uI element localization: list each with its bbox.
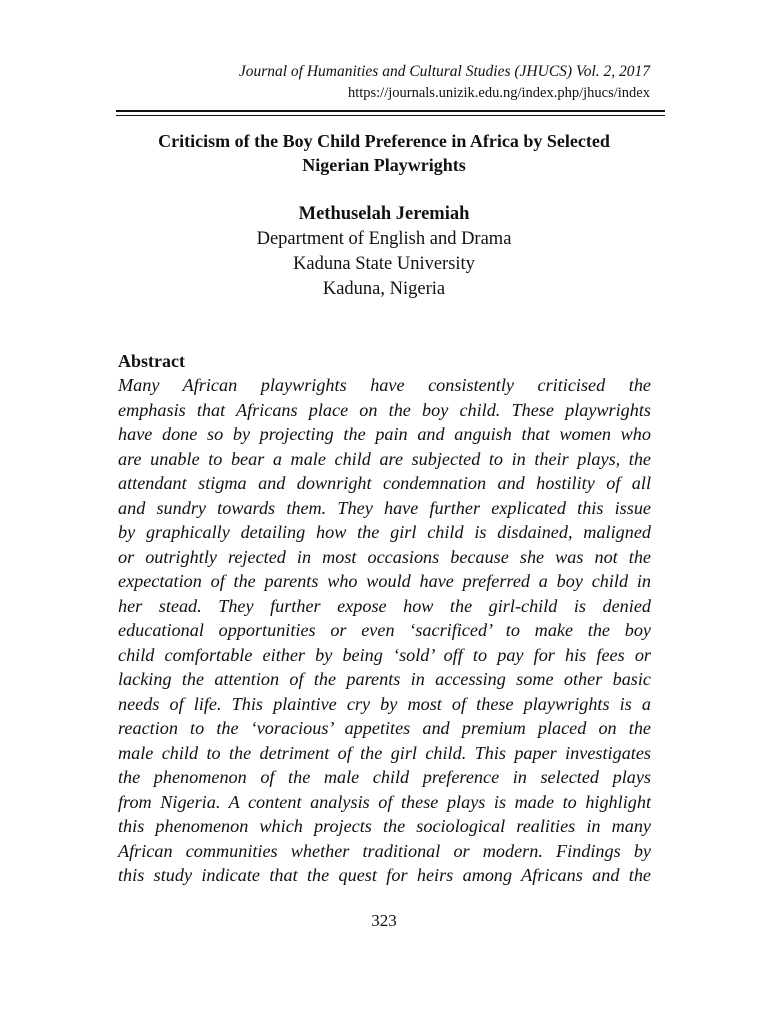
author-block — [116, 202, 652, 302]
page-number: 323 — [371, 911, 397, 930]
abstract-line: by graphically detailing how the girl child is disdained, maligned — [118, 522, 651, 542]
header-rule-thick — [116, 110, 665, 112]
abstract-line: or outrightly rejected in most occasions because she was not the — [118, 546, 651, 567]
abstract-line: expectation of the parents who would have preferred a boy child in — [118, 571, 651, 591]
abstract-line: Many African playwrights have consistently criticised the — [118, 375, 651, 395]
author-name: Methuselah Jeremiah — [298, 204, 470, 224]
abstract-line: emphasis that Africans place on the boy child. These playwrights — [118, 399, 651, 420]
abstract-line: educational opportunities or even ‘sacrificed’ to make the boy — [118, 620, 651, 640]
abstract-line: attendant stigma and downright condemnation and hostility of all — [118, 473, 651, 493]
author-location: Kaduna, Nigeria — [322, 279, 446, 299]
abstract-body — [118, 373, 651, 888]
abstract-line: male child to the detriment of the girl child. This paper investigates — [118, 742, 651, 763]
abstract-line: this phenomenon which projects the sociological realities in many — [118, 816, 651, 836]
abstract-line: and sundry towards them. They have further explicated this issue — [118, 497, 651, 518]
abstract-line: child comfortable either by being ‘sold’ off to pay for his fees or — [118, 644, 651, 665]
abstract-line: have done so by projecting the pain and anguish that women who — [118, 424, 651, 444]
journal-citation: Journal of Humanities and Cultural Studies (JHUCS) Vol. 2, 2017 — [238, 63, 650, 80]
abstract-line: this study indicate that the quest for heirs among Africans and the — [118, 865, 651, 885]
abstract-line: African communities whether traditional or modern. Findings by — [118, 840, 651, 861]
journal-url: https://journals.unizik.edu.ng/index.php/jhucs/index — [347, 85, 650, 101]
header-rule-thin — [116, 115, 665, 116]
title-line: Criticism of the Boy Child Preference in Africa by Selected — [158, 131, 610, 151]
title-line: Nigerian Playwrights — [302, 155, 466, 175]
abstract-line: lacking the attention of the parents in accessing some other basic — [118, 669, 651, 689]
author-department: Department of English and Drama — [256, 229, 512, 249]
abstract-line: reaction to the ‘voracious’ appetites and premium placed on the — [118, 718, 651, 738]
abstract-line: the phenomenon of the male child preference in selected plays — [118, 767, 651, 787]
abstract-line: her stead. They further expose how the girl-child is denied — [118, 595, 651, 616]
abstract-line: needs of life. This plaintive cry by most of these playwrights is a — [118, 693, 651, 714]
abstract-line: are unable to bear a male child are subjected to in their plays, the — [118, 448, 651, 469]
paper-title — [116, 129, 652, 177]
abstract-line: from Nigeria. A content analysis of these plays is made to highlight — [118, 791, 651, 812]
author-university: Kaduna State University — [293, 254, 475, 274]
abstract-heading: Abstract — [118, 351, 185, 371]
